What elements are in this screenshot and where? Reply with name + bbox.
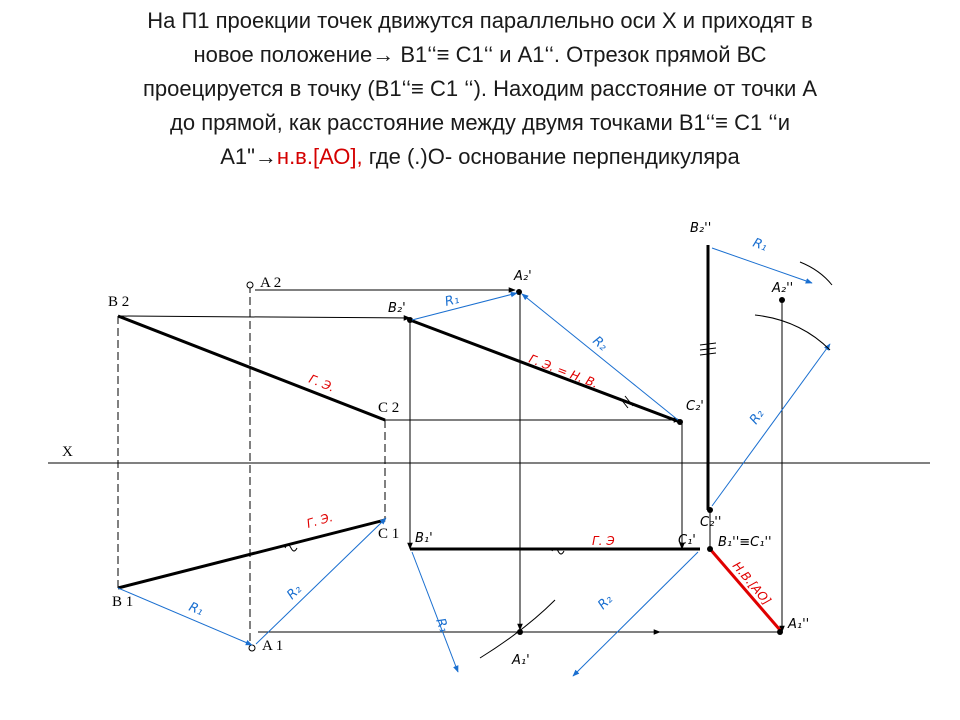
- transfer-B2: [118, 316, 410, 318]
- label-R1-c: R₁: [432, 616, 452, 635]
- label-R2-a: R₂: [284, 582, 305, 603]
- label-R1-d: R₁: [750, 235, 770, 255]
- label-B2pp: B₂'': [690, 221, 712, 236]
- radius-R2-d: [712, 344, 830, 506]
- radius-R1-c: [412, 552, 458, 672]
- point-A2: [247, 282, 253, 288]
- label-ge-3: Г. Э: [592, 534, 615, 548]
- point-A2pp: [779, 297, 785, 303]
- label-A2: A 2: [260, 275, 282, 291]
- label-B2p: B₂': [388, 301, 406, 316]
- segment-B1C1: [118, 520, 385, 588]
- label-C2: C 2: [378, 400, 400, 416]
- label-B1p: B₁': [415, 531, 433, 546]
- arc-3: [800, 262, 832, 285]
- label-C1p: C₁': [678, 533, 696, 548]
- segment-B2C2: [118, 316, 385, 420]
- squiggle-1: [285, 545, 297, 551]
- label-R1-a: R₁: [186, 599, 206, 620]
- point-C2pp: [707, 507, 713, 513]
- label-R1-b: R₁: [443, 291, 461, 310]
- label-C1: C 1: [378, 526, 400, 542]
- label-B1: B 1: [112, 594, 134, 610]
- label-A2p: A₂': [514, 269, 532, 284]
- caption-line-5-suffix: где (.)О- основание перпендикуляра: [362, 144, 740, 169]
- label-ge-1: Г. Э.: [306, 371, 337, 395]
- label-A1p: A₁': [512, 653, 530, 668]
- radius-R2-c: [573, 552, 698, 676]
- caption-line-3: проецируется в точку (В1‘‘≡ С1 ‘‘). Находим расстояние от точки А: [142, 76, 818, 101]
- label-B2: B 2: [108, 294, 130, 310]
- caption-line-5: [0, 140, 960, 174]
- point-B1C1pp: [707, 546, 713, 552]
- radius-R1-a: [118, 588, 252, 645]
- x-axis-label: X: [62, 444, 73, 460]
- label-R2-b: R₂: [589, 333, 610, 355]
- caption-line-5-highlight: н.в.[АО],: [276, 144, 363, 169]
- radius-R2-a: [256, 522, 382, 644]
- caption-line-4: до прямой, как расстояние между двумя точками В1‘‘≡ С1 ‘‘и: [170, 110, 790, 135]
- label-C2p: C₂': [686, 399, 704, 414]
- arc-1: [480, 600, 555, 658]
- point-A2p: [516, 289, 522, 295]
- label-nv-ao: Н.В.[АО]: [729, 558, 774, 608]
- label-B1C1pp: B₁''≡C₁'': [718, 535, 772, 550]
- label-C2pp: C₂'': [700, 515, 722, 530]
- label-R2-d: R₂: [746, 407, 768, 428]
- label-A2pp: A₂'': [772, 281, 794, 296]
- caption-line-5-prefix: А1"→: [220, 144, 277, 169]
- caption-line-1: На П1 проекции точек движутся параллельно оси Х и приходят в: [147, 8, 813, 33]
- point-A1: [249, 645, 255, 651]
- caption: [0, 4, 960, 174]
- caption-line-2: новое положение→ В1‘‘≡ С1‘‘ и А1‘‘. Отрезок прямой ВС: [193, 42, 767, 67]
- arc-2: [755, 315, 830, 350]
- label-ge-2: Г. Э.: [304, 510, 335, 531]
- segment-A1pp-nv: [710, 549, 780, 630]
- projection-drawing: [0, 190, 960, 720]
- label-ge-nv: Г. Э. = Н. В.: [526, 351, 600, 391]
- radius-R1-b: [412, 293, 517, 320]
- point-A1pp: [777, 629, 783, 635]
- label-A1pp: A₁'': [788, 617, 810, 632]
- label-A1: A 1: [262, 638, 284, 654]
- label-R2-c: R₂: [595, 592, 616, 613]
